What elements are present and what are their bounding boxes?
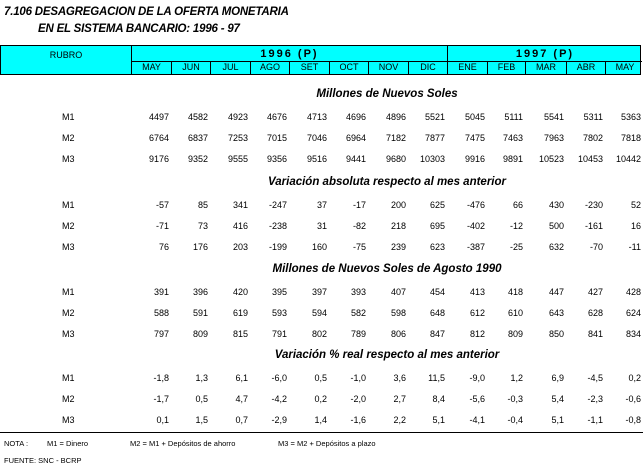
- table-cell: 239: [390, 242, 406, 252]
- table-cell: 6,9: [551, 373, 564, 383]
- table-cell: 5,1: [551, 415, 564, 425]
- table-cell: -1,7: [153, 394, 169, 404]
- table-cell: 416: [232, 221, 248, 231]
- table-cell: 9891: [502, 154, 523, 164]
- header-year-1997: 1997 (P): [448, 46, 642, 62]
- table-cell: 85: [197, 200, 208, 210]
- table-cell: 594: [311, 308, 327, 318]
- month-header: MAR: [526, 62, 567, 75]
- table-cell: 7877: [424, 133, 445, 143]
- row-label: M1: [62, 112, 75, 122]
- table-cell: -1,8: [153, 373, 169, 383]
- table-cell: -5,6: [469, 394, 485, 404]
- month-header: AGO: [251, 62, 290, 75]
- table-cell: 847: [429, 329, 445, 339]
- table-cell: 9352: [187, 154, 208, 164]
- row-label: M2: [62, 308, 75, 318]
- table-cell: 0,5: [195, 394, 208, 404]
- table-cell: 418: [507, 287, 523, 297]
- table-cell: -238: [268, 221, 287, 231]
- table-cell: 0,1: [156, 415, 169, 425]
- table-cell: 0,7: [235, 415, 248, 425]
- table-cell: 454: [429, 287, 445, 297]
- table-cell: 9441: [345, 154, 366, 164]
- table-cell: -2,9: [271, 415, 287, 425]
- table-cell: -9,0: [469, 373, 485, 383]
- table-cell: 7475: [464, 133, 485, 143]
- note-label: NOTA :: [4, 439, 29, 448]
- table-cell: 500: [548, 221, 564, 231]
- table-cell: 9356: [266, 154, 287, 164]
- table-cell: -82: [352, 221, 366, 231]
- table-cell: -476: [466, 200, 485, 210]
- table-cell: 802: [311, 329, 327, 339]
- table-cell: 1,5: [195, 415, 208, 425]
- table-cell: 7818: [620, 133, 641, 143]
- table-cell: -4,5: [587, 373, 603, 383]
- table-cell: -12: [509, 221, 523, 231]
- table-cell: 834: [625, 329, 641, 339]
- table-cell: 3,6: [393, 373, 406, 383]
- table-cell: 391: [153, 287, 169, 297]
- section-title: Variación % real respecto al mes anterior: [274, 349, 500, 361]
- table-cell: 37: [316, 200, 327, 210]
- table-cell: 200: [390, 200, 406, 210]
- table-cell: 628: [587, 308, 603, 318]
- table-cell: 76: [158, 242, 169, 252]
- table-cell: -387: [466, 242, 485, 252]
- month-header: FEB: [488, 62, 526, 75]
- table-cell: 4923: [227, 112, 248, 122]
- month-header: JUL: [211, 62, 251, 75]
- table-cell: 806: [390, 329, 406, 339]
- table-cell: 7463: [502, 133, 523, 143]
- table-cell: 612: [469, 308, 485, 318]
- table-cell: -0,6: [625, 394, 641, 404]
- row-label: M3: [62, 154, 75, 164]
- table-cell: -4,2: [271, 394, 287, 404]
- month-header: JUN: [172, 62, 211, 75]
- table-cell: 5541: [543, 112, 564, 122]
- table-cell: 841: [587, 329, 603, 339]
- table-cell: 6,1: [235, 373, 248, 383]
- table-cell: 430: [548, 200, 564, 210]
- table-cell: 397: [311, 287, 327, 297]
- month-header: ENE: [448, 62, 488, 75]
- table-cell: 1,2: [510, 373, 523, 383]
- table-cell: -11: [628, 242, 641, 252]
- table-cell: 809: [507, 329, 523, 339]
- table-cell: 176: [192, 242, 208, 252]
- table-cell: 4,7: [235, 394, 248, 404]
- table-cell: 9680: [385, 154, 406, 164]
- table-cell: 0,5: [314, 373, 327, 383]
- table-cell: 160: [311, 242, 327, 252]
- table-cell: 393: [350, 287, 366, 297]
- source-note: FUENTE: SNC - BCRP: [4, 456, 82, 464]
- row-label: M3: [62, 242, 75, 252]
- table-cell: 619: [232, 308, 248, 318]
- table-cell: 623: [429, 242, 445, 252]
- table-cell: 850: [548, 329, 564, 339]
- header-rubro: RUBRO: [1, 46, 132, 74]
- table-cell: -1,6: [350, 415, 366, 425]
- table-cell: -199: [268, 242, 287, 252]
- table-cell: 610: [507, 308, 523, 318]
- table-cell: 5,4: [551, 394, 564, 404]
- bottom-rule: [0, 432, 643, 433]
- table-cell: 10303: [419, 154, 445, 164]
- table-cell: 10442: [615, 154, 641, 164]
- table-cell: 9516: [306, 154, 327, 164]
- table-cell: 7963: [543, 133, 564, 143]
- table-cell: 593: [271, 308, 287, 318]
- table-cell: 10523: [538, 154, 564, 164]
- table-cell: 5045: [464, 112, 485, 122]
- section-title: Millones de Nuevos Soles de Agosto 1990: [272, 263, 502, 275]
- table-cell: 7253: [227, 133, 248, 143]
- table-cell: -2,0: [350, 394, 366, 404]
- table-cell: 16: [630, 221, 641, 231]
- table-cell: 789: [350, 329, 366, 339]
- month-header: DIC: [409, 62, 448, 75]
- table-cell: -1,0: [350, 373, 366, 383]
- table-cell: 9555: [227, 154, 248, 164]
- table-cell: 5311: [583, 112, 603, 122]
- table-cell: -0,8: [625, 415, 641, 425]
- table-cell: 695: [429, 221, 445, 231]
- row-label: M1: [62, 200, 75, 210]
- table-cell: 4896: [385, 112, 406, 122]
- row-label: M2: [62, 133, 75, 143]
- table-cell: -161: [584, 221, 603, 231]
- table-cell: 2,7: [393, 394, 406, 404]
- table-cell: 1,4: [314, 415, 327, 425]
- section-title: Millones de Nuevos Soles: [316, 88, 458, 100]
- row-label: M1: [62, 287, 75, 297]
- table-cell: 428: [625, 287, 641, 297]
- month-header: MAY: [615, 62, 635, 72]
- table-cell: 6837: [187, 133, 208, 143]
- section-title: Variación absoluta respecto al mes anterior: [268, 176, 506, 188]
- table-cell: 203: [232, 242, 248, 252]
- table-cell: 812: [469, 329, 485, 339]
- note-m1: M1 = Dinero: [47, 439, 89, 448]
- table-cell: -57: [155, 200, 169, 210]
- table-cell: 8,4: [432, 394, 445, 404]
- table-cell: 582: [350, 308, 366, 318]
- month-header: SET: [290, 62, 330, 75]
- table-cell: 648: [429, 308, 445, 318]
- note-m3: M3 = M2 + Depósitos a plazo: [278, 439, 376, 448]
- table-cell: 9176: [148, 154, 169, 164]
- table-cell: 73: [197, 221, 208, 231]
- month-header: ABR: [567, 62, 606, 75]
- month-header: OCT: [330, 62, 369, 75]
- table-cell: 7046: [306, 133, 327, 143]
- table-cell: -25: [509, 242, 523, 252]
- month-header: NOV: [369, 62, 409, 75]
- table-cell: 797: [153, 329, 169, 339]
- table-cell: -6,0: [271, 373, 287, 383]
- table-cell: -0,3: [507, 394, 523, 404]
- table-cell: 66: [512, 200, 523, 210]
- table-cell: 4582: [187, 112, 208, 122]
- table-cell: 7802: [582, 133, 603, 143]
- table-cell: 11,5: [428, 373, 445, 383]
- table-cell: -4,1: [469, 415, 485, 425]
- table-cell: 625: [429, 200, 445, 210]
- table-cell: 6964: [345, 133, 366, 143]
- table-cell: 420: [232, 287, 248, 297]
- table-cell: 5521: [424, 112, 445, 122]
- table-cell: 9916: [464, 154, 485, 164]
- table-cell: -70: [589, 242, 603, 252]
- table-cell: 427: [587, 287, 603, 297]
- table-header: [0, 45, 641, 75]
- table-cell: 598: [390, 308, 406, 318]
- table-cell: 791: [271, 329, 287, 339]
- table-cell: 0,2: [628, 373, 641, 383]
- table-cell: -1,1: [587, 415, 603, 425]
- table-cell: 31: [316, 221, 327, 231]
- table-cell: 4713: [306, 112, 327, 122]
- table-cell: 0,2: [314, 394, 327, 404]
- table-cell: 52: [630, 200, 641, 210]
- table-cell: -17: [352, 200, 366, 210]
- table-cell: 7182: [385, 133, 406, 143]
- table-cell: 6764: [148, 133, 169, 143]
- table-cell: 413: [469, 287, 485, 297]
- table-cell: 5111: [504, 112, 523, 122]
- table-title: 7.106 DESAGREGACION DE LA OFERTA MONETARIA: [4, 6, 289, 18]
- table-cell: 815: [232, 329, 248, 339]
- table-cell: 4497: [148, 112, 169, 122]
- table-cell: -71: [155, 221, 169, 231]
- header-year-1996: 1996 (P): [132, 46, 448, 62]
- table-cell: -2,3: [587, 394, 603, 404]
- table-cell: 5,1: [432, 415, 445, 425]
- table-cell: 10453: [577, 154, 603, 164]
- table-cell: 4696: [345, 112, 366, 122]
- table-cell: 407: [390, 287, 406, 297]
- table-subtitle: EN EL SISTEMA BANCARIO: 1996 - 97: [38, 23, 240, 35]
- row-label: M3: [62, 415, 75, 425]
- table-cell: 341: [232, 200, 248, 210]
- table-cell: 447: [548, 287, 564, 297]
- table-cell: -75: [352, 242, 366, 252]
- note-m2: M2 = M1 + Depósitos de ahorro: [130, 439, 236, 448]
- table-cell: -230: [584, 200, 603, 210]
- table-cell: -0,4: [507, 415, 523, 425]
- table-cell: -402: [466, 221, 485, 231]
- table-cell: 396: [192, 287, 208, 297]
- row-label: M2: [62, 221, 75, 231]
- row-label: M1: [62, 373, 75, 383]
- table-cell: 1,3: [195, 373, 208, 383]
- table-cell: -247: [268, 200, 287, 210]
- table-cell: 5363: [620, 112, 641, 122]
- month-header: MAY: [132, 62, 172, 75]
- table-cell: 588: [153, 308, 169, 318]
- table-cell: 632: [548, 242, 564, 252]
- table-cell: 395: [271, 287, 287, 297]
- table-cell: 809: [192, 329, 208, 339]
- table-cell: 7015: [266, 133, 287, 143]
- row-label: M2: [62, 394, 75, 404]
- table-cell: 643: [548, 308, 564, 318]
- table-cell: 2,2: [393, 415, 406, 425]
- row-label: M3: [62, 329, 75, 339]
- table-cell: 591: [192, 308, 208, 318]
- table-cell: 4676: [266, 112, 287, 122]
- table-cell: 218: [390, 221, 406, 231]
- table-cell: 624: [625, 308, 641, 318]
